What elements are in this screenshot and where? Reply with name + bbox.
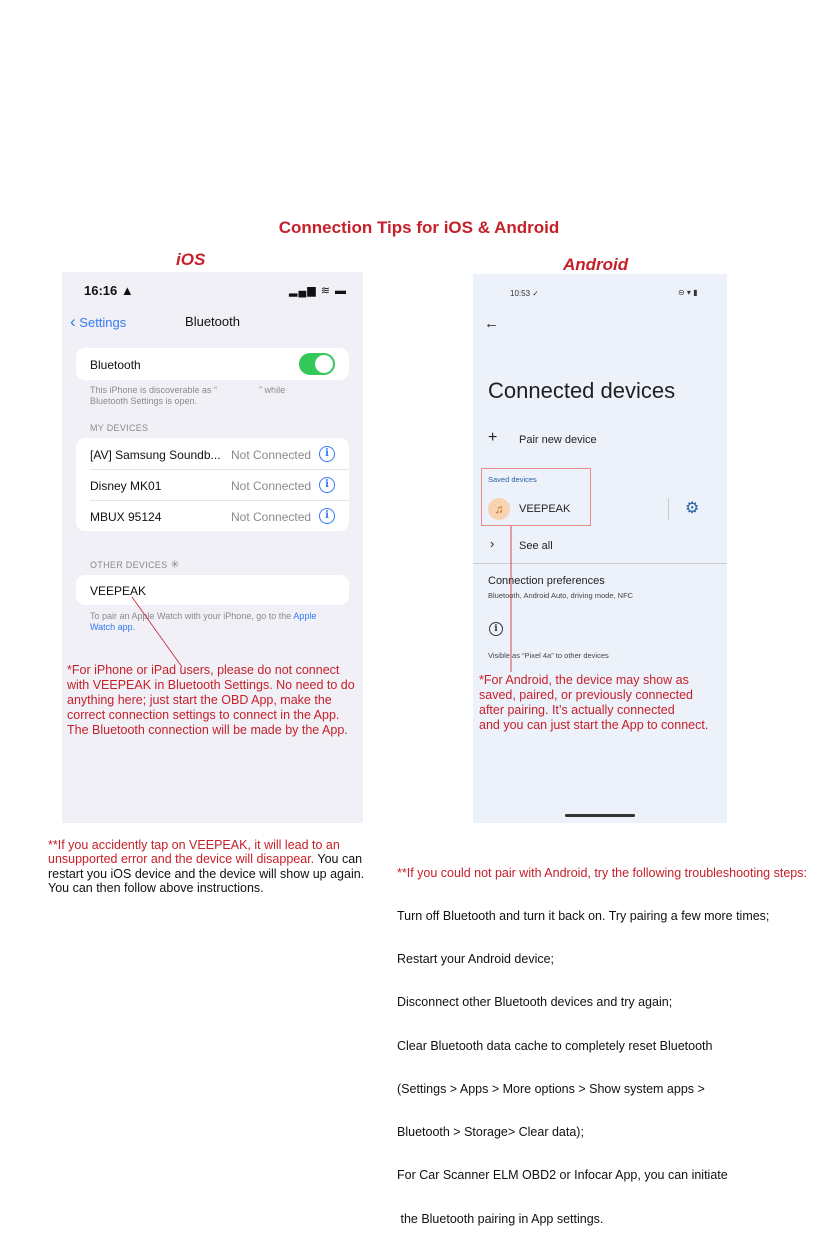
see-all-label: See all: [519, 540, 553, 552]
discoverable-note: This iPhone is discoverable as “ ” while Bluetooth Settings is open.: [90, 385, 286, 406]
arrow-line: [473, 274, 727, 823]
page-title: Connection Tips for iOS & Android: [278, 218, 560, 237]
device-status: Not Connected: [231, 479, 312, 493]
chevron-left-icon: ‹: [70, 312, 76, 331]
other-device-name: VEEPEAK: [90, 584, 147, 598]
plus-icon: +: [488, 429, 498, 446]
gesture-handle: [565, 814, 635, 817]
ios-note: *For iPhone or iPad users, please do not connect with VEEPEAK in Bluetooth Settings. No need to do anything here; just start the OBD App, make the correct connection settings to connect in the App. The Bluetooth connection will be made by the App.: [67, 663, 355, 737]
gear-icon[interactable]: ⚙: [685, 500, 700, 517]
device-status: Not Connected: [231, 510, 312, 524]
device-name: MBUX 95124: [90, 510, 162, 524]
pair-new-device-label: Pair new device: [519, 434, 597, 446]
arrow-line: [62, 272, 363, 823]
android-status-icons: ⊝ ▾ ▮: [678, 288, 698, 297]
ios-status-time: 16:16 ▲: [84, 283, 134, 298]
apple-watch-link-cont[interactable]: Watch app.: [90, 622, 136, 632]
android-label: Android: [563, 255, 629, 274]
device-status: Not Connected: [231, 448, 312, 462]
back-arrow-icon[interactable]: ←: [484, 315, 499, 332]
android-status-time: 10:53 ✓: [510, 289, 539, 298]
my-devices-header: MY DEVICES: [90, 423, 149, 433]
saved-device-name: VEEPEAK: [519, 503, 571, 515]
bluetooth-label: Bluetooth: [90, 358, 141, 372]
nav-title: Bluetooth: [185, 314, 240, 329]
device-name: [AV] Samsung Soundb...: [90, 448, 221, 462]
watch-note: To pair an Apple Watch with your iPhone, go to the Apple Watch app.: [90, 611, 317, 632]
ios-status-icons: ▂▄▆ ≋ ▬: [289, 285, 348, 297]
visible-as-note: Visible as “Pixel 4a” to other devices: [488, 651, 609, 660]
notification-icon: ✓: [532, 289, 539, 298]
ios-label: iOS: [176, 250, 206, 269]
connected-devices-heading: Connected devices: [488, 378, 676, 403]
saved-devices-label: Saved devices: [488, 475, 537, 484]
android-note: *For Android, the device may show as saved, paired, or previously connected after pairing. It’s actually connected and you can just start the App to connect.: [479, 673, 709, 732]
device-name: Disney MK01: [90, 479, 162, 493]
connection-preferences-subtitle: Bluetooth, Android Auto, driving mode, NFC: [488, 591, 634, 600]
loading-spinner-icon: ✳: [170, 559, 180, 571]
info-icon[interactable]: i: [319, 477, 335, 493]
info-icon[interactable]: i: [319, 446, 335, 462]
android-screenshot: [473, 274, 727, 823]
other-devices-header: OTHER DEVICES ✳: [90, 559, 180, 571]
chevron-right-icon: ›: [490, 536, 495, 551]
info-icon[interactable]: i: [319, 508, 335, 524]
apple-watch-link[interactable]: Apple: [293, 611, 317, 621]
ios-screenshot: [62, 272, 363, 823]
back-label: Settings: [79, 315, 127, 330]
headphones-icon: ♫: [488, 498, 510, 520]
person-icon: ▲: [120, 283, 134, 298]
ios-footer-note: **If you accidently tap on VEEPEAK, it will lead to an unsupported error and the device will disappear. You can restart you iOS device and the device will show up again. You can then follow above instructions.: [48, 838, 365, 896]
info-icon: i: [489, 622, 503, 636]
connection-preferences-title: Connection preferences: [488, 575, 605, 587]
android-footer-note: **If you could not pair with Android, try the following troubleshooting steps: Turn off Bluetooth and turn it back on. Try pairing a few more times; Restart your Android device; Disconnect other Bluetooth devices and try again; Clear Bluetooth data cache to completely reset Bluetooth (Settings > Apps > More options > Show system apps > Bluetooth > Storage> Clear data); For Car Scanner ELM OBD2 or Infocar App, you can initiate the Bluetooth pairing in App settings.: [397, 865, 807, 1226]
